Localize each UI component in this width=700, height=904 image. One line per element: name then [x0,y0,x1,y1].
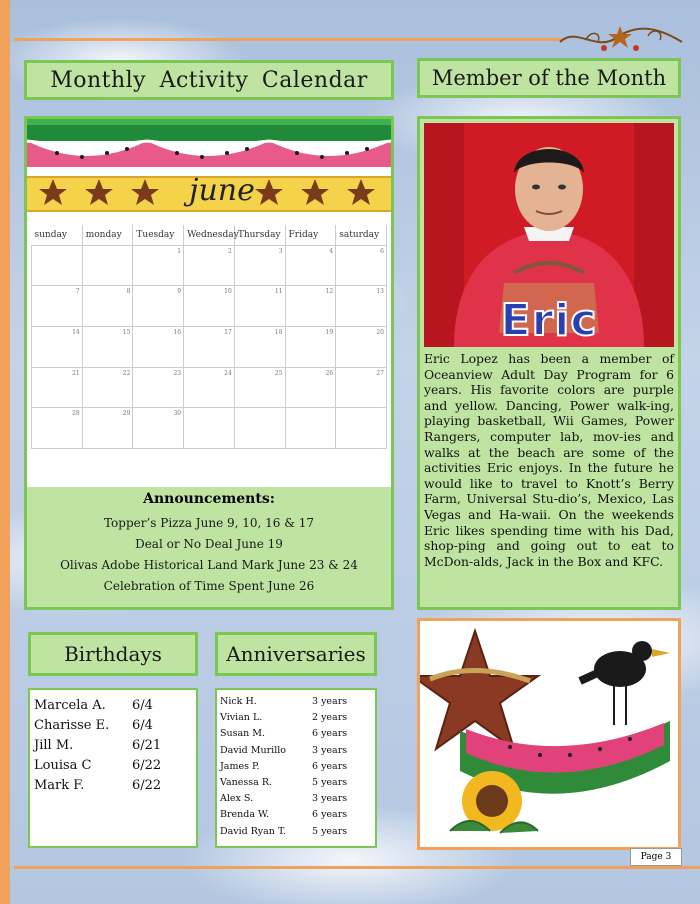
list-item [34,736,196,756]
calendar-grid [31,225,387,449]
list-item [34,696,196,716]
day-header: Wednesday [184,225,235,245]
flourish-ornament-icon [556,22,686,58]
calendar-day: 20 [336,326,387,367]
birthday-date: 6/22 [132,758,162,773]
announcements-section [27,491,391,597]
anniversary-years: 3 years [312,793,348,805]
calendar-day: 24 [184,367,235,408]
calendar-day: 12 [285,286,336,327]
announcement-item: Deal or No Deal June 19 [135,537,283,551]
anniversary-name: Nick H. [220,696,257,707]
anniversary-years: 6 years [312,809,348,821]
member-panel [417,116,681,610]
watermelon-crow-sunflower-icon [420,621,678,847]
anniversary-name: David Murillo [220,744,287,756]
list-item [220,824,375,840]
list-item [220,694,375,710]
list-item [220,791,375,807]
anniversary-name: Alex S. [220,793,254,805]
calendar-day: 3 [234,245,285,286]
calendar-day: 15 [82,326,133,367]
calendar-day: 2 [184,245,235,286]
calendar-day: 6 [336,245,387,286]
calendar-day: 11 [234,286,285,327]
calendar-day: 13 [336,286,387,327]
anniversary-name: Vanessa R. [220,777,272,789]
birthday-name: Jill M. [34,738,74,753]
list-item [220,743,375,759]
anniversary-name: Vivian L. [220,712,263,724]
anniversary-years: 5 years [312,777,348,789]
day-header: Friday [285,225,336,245]
anniversary-years: 6 years [312,760,348,772]
page-number: Page 3 [630,848,682,866]
birthday-name: Louisa C [34,758,92,773]
birthday-name: Mark F. [34,778,85,793]
anniversary-name: James P. [220,760,260,772]
calendar-day [82,245,133,286]
anniversary-years: 5 years [312,825,348,837]
calendar-day: 23 [133,367,184,408]
calendar-day: 22 [82,367,133,408]
list-item [34,776,196,796]
list-item [34,716,196,736]
announcement-item: Olivas Adobe Historical Land Mark June 23 & 24 [60,558,358,572]
announcement-item: Celebration of Time Spent June 26 [103,579,315,593]
calendar-day: 1 [133,245,184,286]
calendar-day: 14 [32,326,83,367]
calendar-day: 25 [234,367,285,408]
calendar-day: 8 [82,286,133,327]
day-header: Tuesday [133,225,184,245]
calendar-day [184,408,235,449]
calendar-month-label: june [189,173,255,208]
birthday-date: 6/22 [132,778,162,793]
calendar-panel [24,116,394,610]
calendar-day: 30 [133,408,184,449]
calendar-day: 10 [184,286,235,327]
calendar-day [285,408,336,449]
calendar-day: 19 [285,326,336,367]
left-border-strip [0,0,10,904]
anniversary-years: 2 years [312,712,348,724]
list-item [220,759,375,775]
day-header: monday [82,225,133,245]
calendar-day: 29 [82,408,133,449]
anniversary-name: Brenda W. [220,809,270,821]
calendar-day: 26 [285,367,336,408]
member-name: Eric [500,295,598,346]
monthly-calendar-title: Monthly Activity Calendar [24,60,394,100]
calendar-day [32,245,83,286]
list-item [220,807,375,823]
calendar-day: 7 [32,286,83,327]
member-of-month-title: Member of the Month [417,58,681,98]
top-divider [14,38,564,41]
list-item [220,710,375,726]
member-photo [424,123,674,347]
anniversary-name: David Ryan T. [220,825,286,837]
birthdays-list [28,688,198,848]
anniversary-name: Susan M. [220,728,266,740]
birthday-date: 6/21 [132,738,162,753]
day-header: sunday [32,225,83,245]
calendar-day: 16 [133,326,184,367]
birthday-date: 6/4 [132,718,153,733]
announcements-heading: Announcements: [143,491,275,507]
calendar-day: 17 [184,326,235,367]
day-header: saturday [336,225,387,245]
calendar-day: 27 [336,367,387,408]
list-item [220,726,375,742]
birthday-name: Marcela A. [34,698,106,713]
bottom-divider [14,866,700,869]
anniversary-years: 3 years [312,744,348,756]
calendar-day: 18 [234,326,285,367]
calendar-day: 21 [32,367,83,408]
list-item [34,756,196,776]
anniversaries-title: Anniversaries [215,632,377,676]
calendar-day [336,408,387,449]
calendar-day: 9 [133,286,184,327]
calendar-day [234,408,285,449]
member-bio: Eric Lopez has been a member of Oceanview Adult Day Program for 6 years. His favorite colors are purple and yellow. Dancing, Power walk-ing, playing basketball, Wii Games, Power Rangers, computer lab, mov-ies and walks at the beach are some of the activities Eric enjoys. In the future he would like to travel to Knott’s Berry Farm, Universal Stu-dio’s, Mexico, Las Vegas and Ha-waii. On the weekends Eric likes spending time with his Dad, shop-ping and going out to eat to McDon-alds, Jack in the Box and KFC. [424,351,674,569]
announcement-item: Topper’s Pizza June 9, 10, 16 & 17 [103,516,314,530]
birthdays-title: Birthdays [28,632,198,676]
anniversary-years: 3 years [312,696,348,707]
anniversaries-list [215,688,377,848]
list-item [220,775,375,791]
birthday-name: Charisse E. [34,718,110,733]
calendar-day: 4 [285,245,336,286]
decorative-art-panel [417,618,681,850]
day-header: Thursday [234,225,285,245]
calendar-day: 28 [32,408,83,449]
anniversary-years: 6 years [312,728,348,740]
birthday-date: 6/4 [132,698,153,713]
